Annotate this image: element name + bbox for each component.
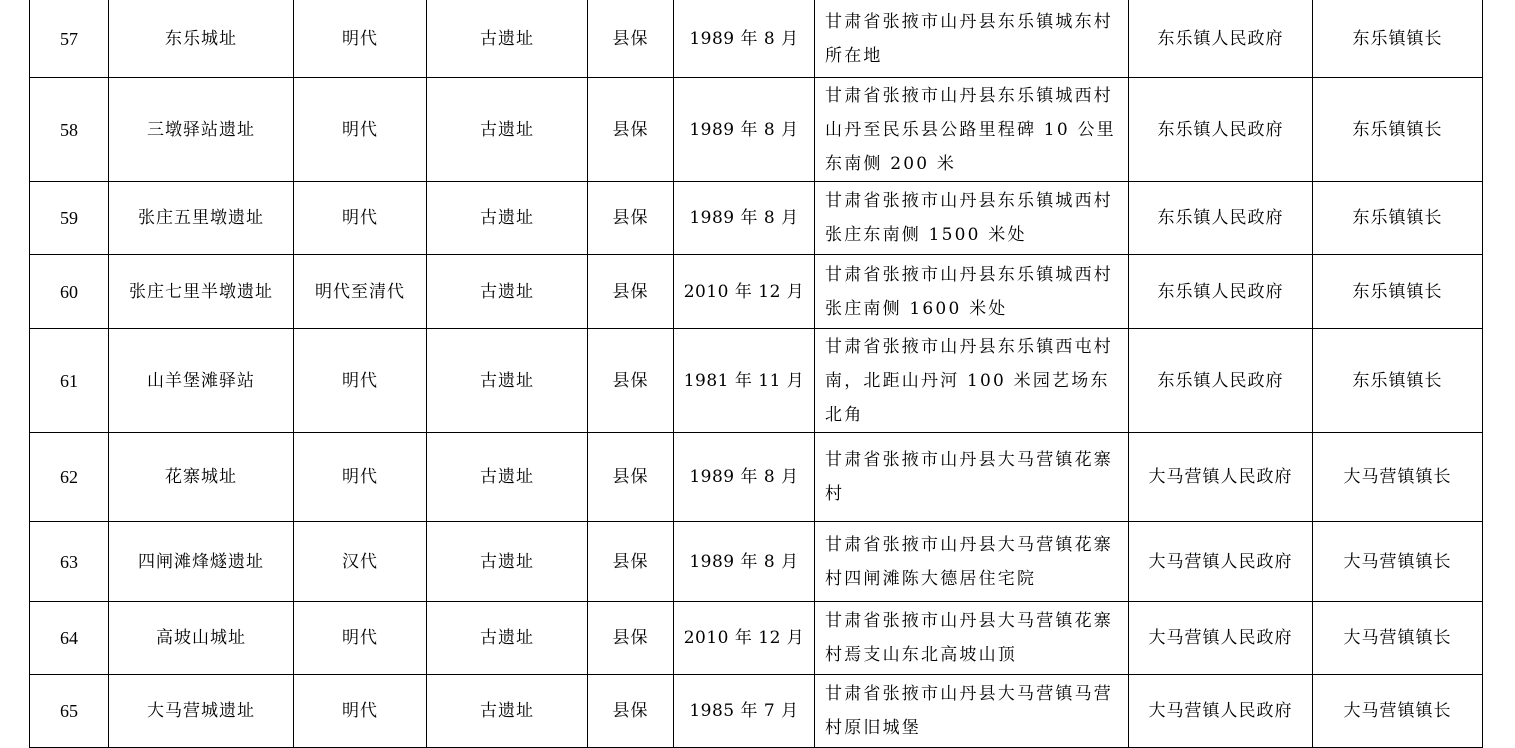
row-number: 61 [30, 329, 109, 433]
designation-date: 1989 年 8 月 [674, 182, 815, 255]
site-address: 甘肃省张掖市山丹县东乐镇城西村山丹至民乐县公路里程碑 10 公里东南侧 200 米 [815, 78, 1129, 182]
responsible-person: 大马营镇镇长 [1313, 602, 1483, 675]
site-type: 古遗址 [427, 78, 588, 182]
row-number: 58 [30, 78, 109, 182]
responsible-unit: 东乐镇人民政府 [1129, 255, 1313, 329]
designation-date: 1989 年 8 月 [674, 78, 815, 182]
row-number: 64 [30, 602, 109, 675]
responsible-unit: 东乐镇人民政府 [1129, 0, 1313, 78]
protection-level: 县保 [588, 522, 674, 602]
site-type: 古遗址 [427, 602, 588, 675]
responsible-unit: 大马营镇人民政府 [1129, 433, 1313, 522]
row-number: 63 [30, 522, 109, 602]
designation-date: 1985 年 7 月 [674, 675, 815, 748]
designation-date: 2010 年 12 月 [674, 255, 815, 329]
site-name: 张庄五里墩遗址 [109, 182, 294, 255]
table-row [30, 0, 1483, 78]
responsible-person: 东乐镇镇长 [1313, 255, 1483, 329]
table-row [30, 675, 1483, 748]
heritage-site-table [29, 0, 1483, 748]
site-name: 三墩驿站遗址 [109, 78, 294, 182]
responsible-unit: 大马营镇人民政府 [1129, 522, 1313, 602]
responsible-unit: 东乐镇人民政府 [1129, 329, 1313, 433]
site-address: 甘肃省张掖市山丹县大马营镇马营村原旧城堡 [815, 675, 1129, 748]
responsible-unit: 东乐镇人民政府 [1129, 182, 1313, 255]
designation-date: 1989 年 8 月 [674, 522, 815, 602]
site-type: 古遗址 [427, 0, 588, 78]
site-era: 明代 [294, 182, 427, 255]
responsible-unit: 大马营镇人民政府 [1129, 602, 1313, 675]
protection-level: 县保 [588, 0, 674, 78]
site-era: 明代 [294, 602, 427, 675]
site-name: 高坡山城址 [109, 602, 294, 675]
row-number: 57 [30, 0, 109, 78]
designation-date: 2010 年 12 月 [674, 602, 815, 675]
site-era: 明代 [294, 329, 427, 433]
site-era: 明代 [294, 675, 427, 748]
row-number: 62 [30, 433, 109, 522]
table-row [30, 329, 1483, 433]
responsible-unit: 东乐镇人民政府 [1129, 78, 1313, 182]
table-row [30, 255, 1483, 329]
site-name: 大马营城遗址 [109, 675, 294, 748]
site-era: 明代 [294, 78, 427, 182]
site-address: 甘肃省张掖市山丹县东乐镇城西村张庄南侧 1600 米处 [815, 255, 1129, 329]
site-address: 甘肃省张掖市山丹县大马营镇花寨村四闸滩陈大德居住宅院 [815, 522, 1129, 602]
site-era: 汉代 [294, 522, 427, 602]
row-number: 65 [30, 675, 109, 748]
responsible-person: 东乐镇镇长 [1313, 182, 1483, 255]
protection-level: 县保 [588, 329, 674, 433]
table-row [30, 602, 1483, 675]
site-type: 古遗址 [427, 182, 588, 255]
responsible-person: 大马营镇镇长 [1313, 675, 1483, 748]
site-era: 明代至清代 [294, 255, 427, 329]
site-era: 明代 [294, 0, 427, 78]
responsible-person: 大马营镇镇长 [1313, 433, 1483, 522]
heritage-table-sheet [29, 0, 1483, 748]
table-row [30, 182, 1483, 255]
site-address: 甘肃省张掖市山丹县大马营镇花寨村焉支山东北高坡山顶 [815, 602, 1129, 675]
responsible-person: 东乐镇镇长 [1313, 0, 1483, 78]
site-name: 山羊堡滩驿站 [109, 329, 294, 433]
row-number: 60 [30, 255, 109, 329]
site-type: 古遗址 [427, 522, 588, 602]
site-name: 四闸滩烽燧遗址 [109, 522, 294, 602]
protection-level: 县保 [588, 675, 674, 748]
site-type: 古遗址 [427, 433, 588, 522]
site-address: 甘肃省张掖市山丹县东乐镇城东村所在地 [815, 0, 1129, 78]
site-name: 东乐城址 [109, 0, 294, 78]
responsible-person: 东乐镇镇长 [1313, 329, 1483, 433]
protection-level: 县保 [588, 255, 674, 329]
site-address: 甘肃省张掖市山丹县大马营镇花寨村 [815, 433, 1129, 522]
site-address: 甘肃省张掖市山丹县东乐镇西屯村南，北距山丹河 100 米园艺场东北角 [815, 329, 1129, 433]
protection-level: 县保 [588, 602, 674, 675]
site-type: 古遗址 [427, 329, 588, 433]
responsible-person: 东乐镇镇长 [1313, 78, 1483, 182]
site-era: 明代 [294, 433, 427, 522]
row-number: 59 [30, 182, 109, 255]
site-type: 古遗址 [427, 255, 588, 329]
table-row [30, 522, 1483, 602]
protection-level: 县保 [588, 433, 674, 522]
site-name: 张庄七里半墩遗址 [109, 255, 294, 329]
site-address: 甘肃省张掖市山丹县东乐镇城西村张庄东南侧 1500 米处 [815, 182, 1129, 255]
table-row [30, 433, 1483, 522]
protection-level: 县保 [588, 182, 674, 255]
site-type: 古遗址 [427, 675, 588, 748]
designation-date: 1981 年 11 月 [674, 329, 815, 433]
responsible-unit: 大马营镇人民政府 [1129, 675, 1313, 748]
designation-date: 1989 年 8 月 [674, 433, 815, 522]
site-name: 花寨城址 [109, 433, 294, 522]
responsible-person: 大马营镇镇长 [1313, 522, 1483, 602]
designation-date: 1989 年 8 月 [674, 0, 815, 78]
table-row [30, 78, 1483, 182]
protection-level: 县保 [588, 78, 674, 182]
